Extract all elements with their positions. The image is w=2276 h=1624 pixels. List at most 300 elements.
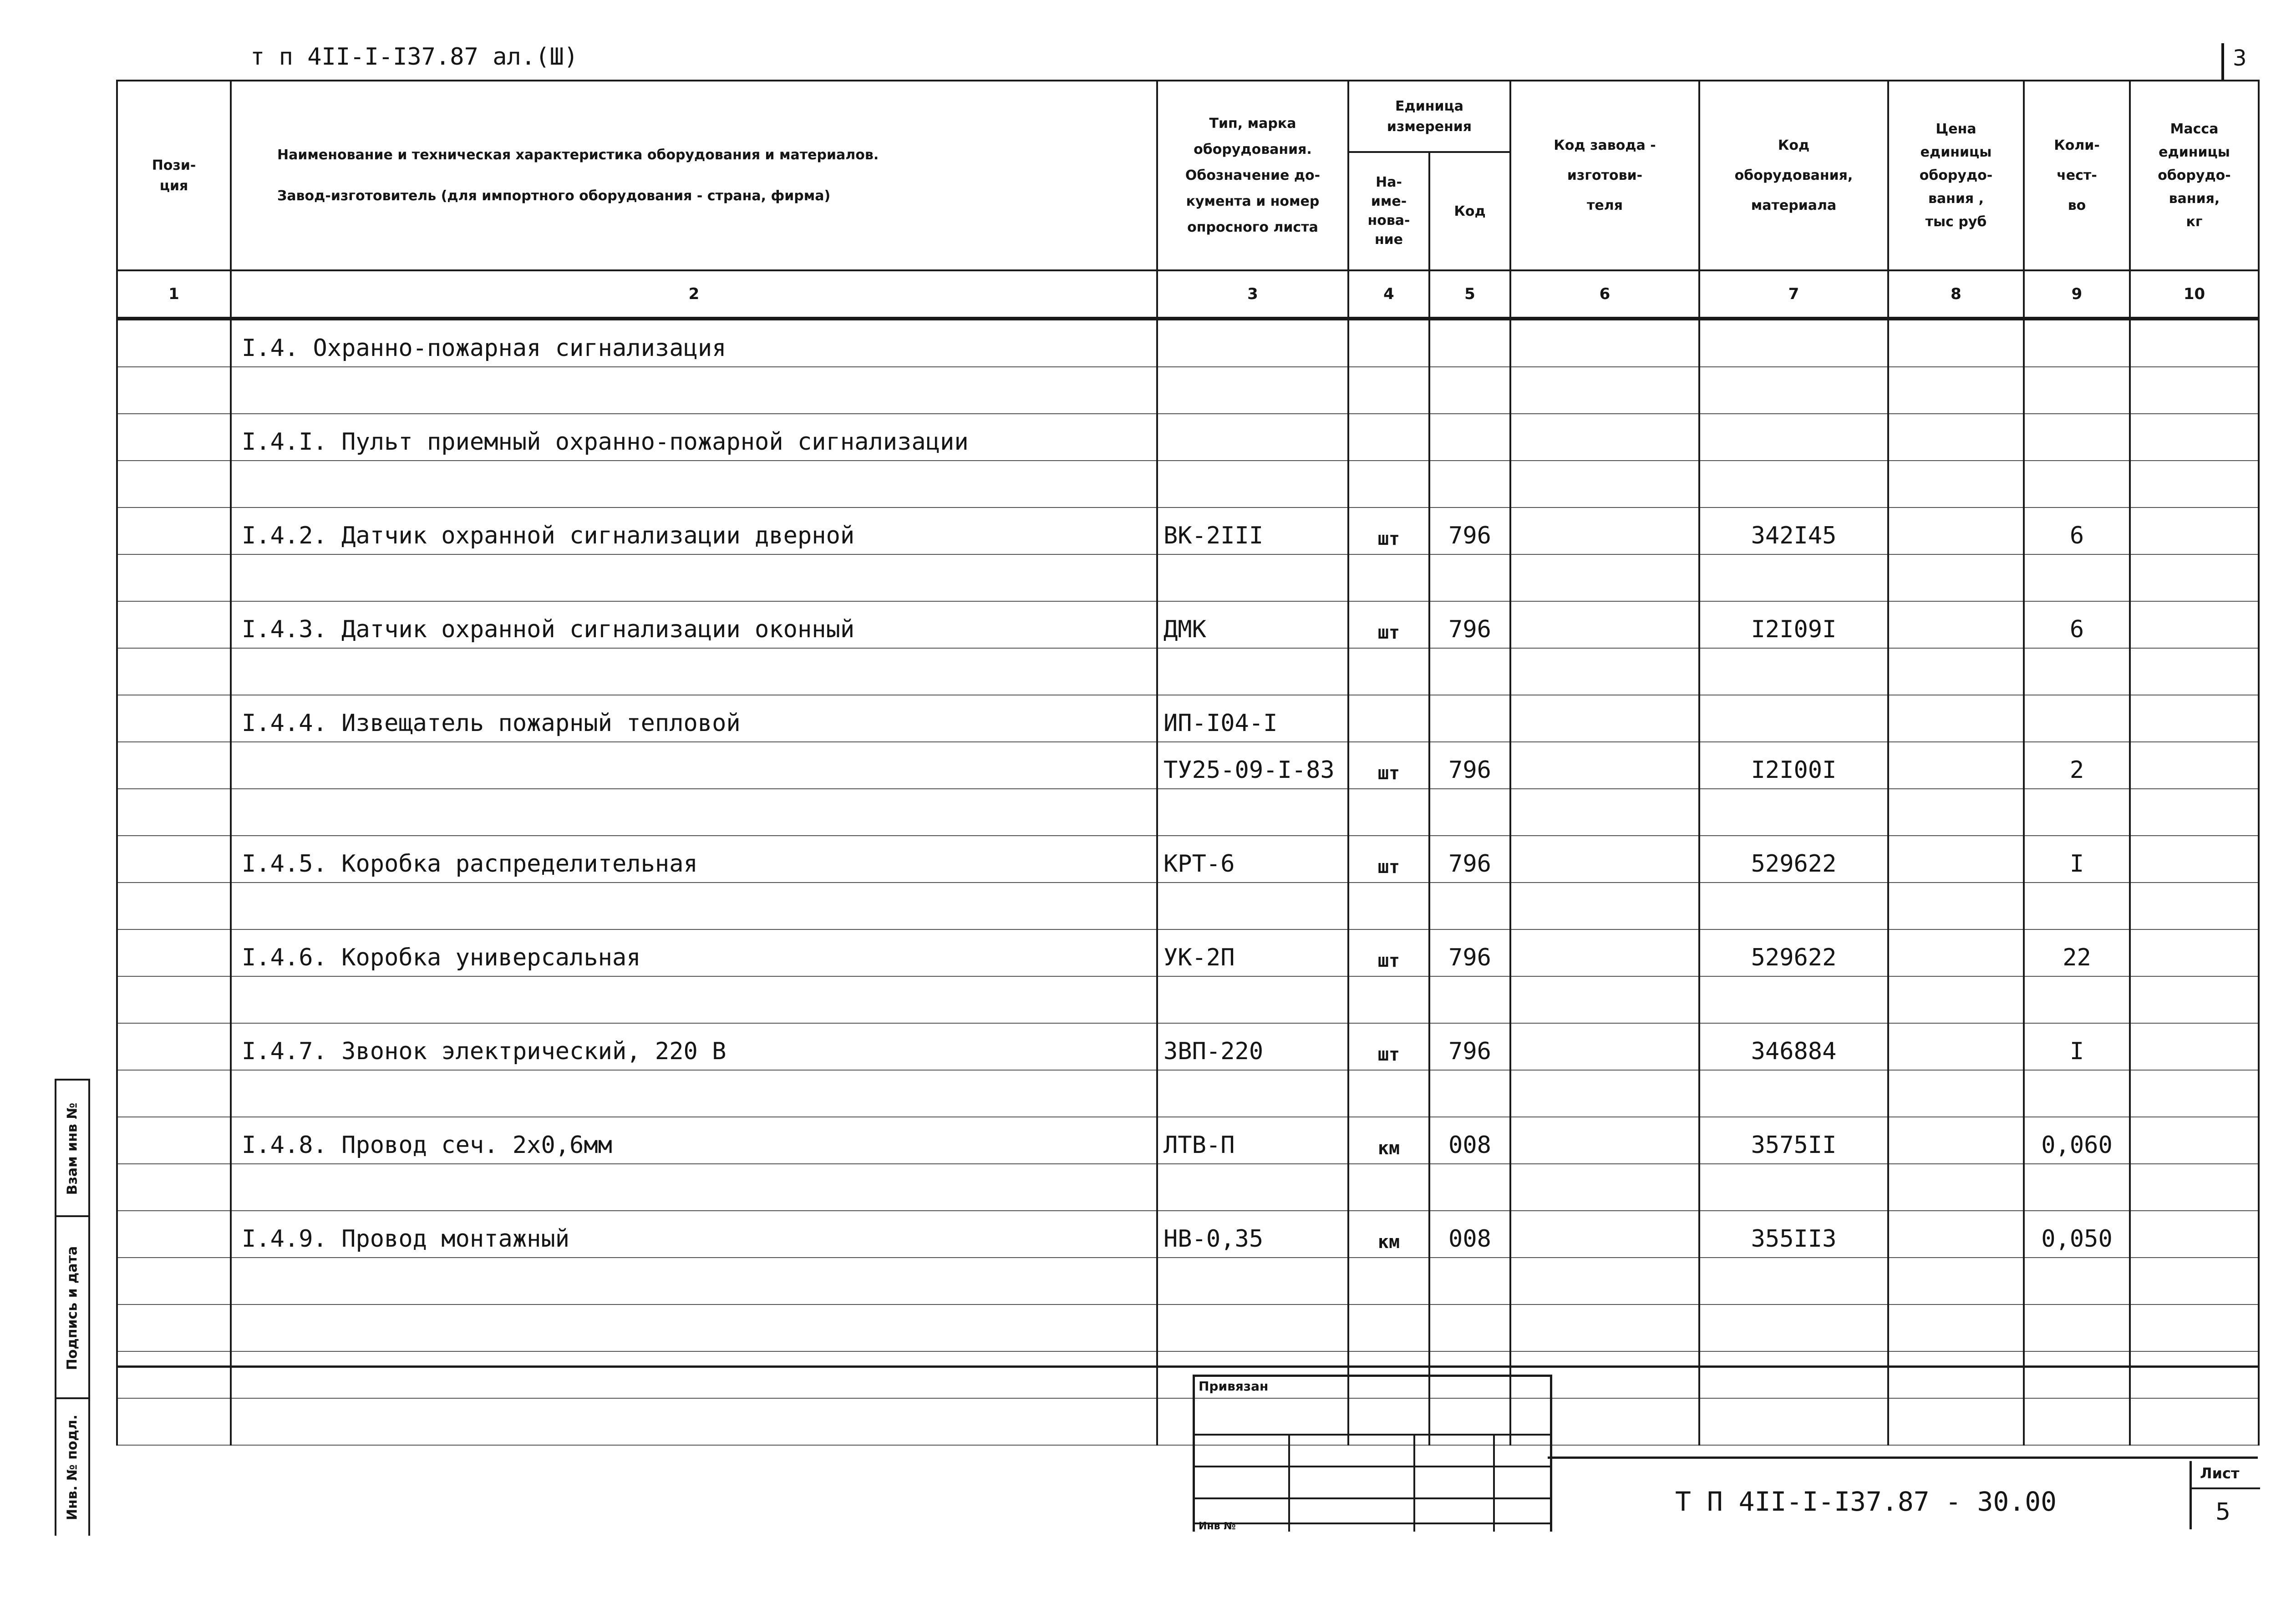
cell-quantity xyxy=(2024,319,2130,367)
cell-equipment-code xyxy=(1699,1304,1888,1351)
cell-factory-code xyxy=(1510,554,1699,601)
cell-unit-name: км xyxy=(1348,1117,1429,1164)
cell-position xyxy=(117,1023,231,1070)
cell-type xyxy=(1157,1070,1348,1117)
cell-name: I.4.8. Провод сеч. 2х0,6мм xyxy=(231,1117,1157,1164)
cell-equipment-code: 355II3 xyxy=(1699,1211,1888,1258)
cell-unit-name xyxy=(1348,461,1429,508)
cell-quantity xyxy=(2024,1070,2130,1117)
cell-position xyxy=(117,367,231,414)
cell-equipment-code: 346884 xyxy=(1699,1023,1888,1070)
cell-price xyxy=(1888,1398,2024,1445)
cell-position xyxy=(117,883,231,929)
cell-unit-code xyxy=(1429,648,1510,695)
cell-unit-code: 796 xyxy=(1429,742,1510,789)
cell-factory-code xyxy=(1510,883,1699,929)
cell-factory-code xyxy=(1510,461,1699,508)
stamp-inv-label: Инв № xyxy=(1199,1521,1236,1532)
cell-price xyxy=(1888,1258,2024,1304)
cell-name xyxy=(231,648,1157,695)
cell-type xyxy=(1157,648,1348,695)
cell-name: I.4.I. Пульт приемный охранно-пожарной сигнализации xyxy=(231,414,1157,461)
cell-mass xyxy=(2130,1398,2259,1445)
table-row xyxy=(117,1304,2259,1351)
column-number: 3 xyxy=(1157,270,1348,319)
cell-unit-code: 796 xyxy=(1429,508,1510,554)
cell-mass xyxy=(2130,508,2259,554)
cell-name xyxy=(231,1398,1157,1445)
cell-factory-code xyxy=(1510,929,1699,976)
column-number: 9 xyxy=(2024,270,2130,319)
cell-name xyxy=(231,1258,1157,1304)
cell-equipment-code: I2I00I xyxy=(1699,742,1888,789)
corner-tick-mark xyxy=(2221,43,2224,80)
cell-name xyxy=(231,883,1157,929)
cell-price xyxy=(1888,601,2024,648)
table-row xyxy=(117,1023,2259,1070)
cell-mass xyxy=(2130,1023,2259,1070)
cell-factory-code xyxy=(1510,1258,1699,1304)
cell-equipment-code xyxy=(1699,319,1888,367)
cell-unit-name xyxy=(1348,367,1429,414)
cell-unit-code xyxy=(1429,789,1510,836)
document-code: Т П 4II-I-I37.87 - 30.00 xyxy=(1675,1486,2057,1517)
cell-name xyxy=(231,742,1157,789)
cell-type: ИП-I04-I xyxy=(1157,695,1348,742)
cell-price xyxy=(1888,461,2024,508)
column-number: 1 xyxy=(117,270,231,319)
cell-type xyxy=(1157,461,1348,508)
cell-mass xyxy=(2130,1351,2259,1398)
column-number: 8 xyxy=(1888,270,2024,319)
cell-equipment-code xyxy=(1699,367,1888,414)
cell-quantity xyxy=(2024,554,2130,601)
side-stamp-sign-date xyxy=(55,1215,90,1399)
cell-unit-name xyxy=(1348,976,1429,1023)
cell-name xyxy=(231,461,1157,508)
cell-name xyxy=(231,789,1157,836)
cell-quantity xyxy=(2024,461,2130,508)
cell-position xyxy=(117,601,231,648)
table-row xyxy=(117,929,2259,976)
cell-factory-code xyxy=(1510,976,1699,1023)
cell-price xyxy=(1888,1304,2024,1351)
cell-price xyxy=(1888,1164,2024,1211)
cell-factory-code xyxy=(1510,367,1699,414)
cell-factory-code xyxy=(1510,836,1699,883)
table-row xyxy=(117,1117,2259,1164)
cell-quantity: 6 xyxy=(2024,601,2130,648)
stamp-privyazan-label: Привязан xyxy=(1199,1379,1269,1394)
cell-name: I.4.5. Коробка распределительная xyxy=(231,836,1157,883)
cell-quantity xyxy=(2024,414,2130,461)
cell-quantity xyxy=(2024,1398,2130,1445)
cell-factory-code xyxy=(1510,789,1699,836)
cell-type xyxy=(1157,976,1348,1023)
cell-unit-code: 008 xyxy=(1429,1211,1510,1258)
cell-equipment-code xyxy=(1699,789,1888,836)
sheet-separator xyxy=(2192,1487,2260,1489)
cell-name: I.4.3. Датчик охранной сигнализации оконный xyxy=(231,601,1157,648)
cell-factory-code xyxy=(1510,601,1699,648)
cell-mass xyxy=(2130,1117,2259,1164)
cell-name xyxy=(231,1164,1157,1211)
column-number: 10 xyxy=(2130,270,2259,319)
table-row xyxy=(117,1070,2259,1117)
table-row xyxy=(117,1164,2259,1211)
cell-equipment-code xyxy=(1699,554,1888,601)
header-unit-group: Единица измерения xyxy=(1348,81,1510,152)
cell-quantity xyxy=(2024,1304,2130,1351)
cell-quantity: 22 xyxy=(2024,929,2130,976)
cell-equipment-code xyxy=(1699,883,1888,929)
cell-mass xyxy=(2130,1070,2259,1117)
cell-unit-code: 796 xyxy=(1429,601,1510,648)
side-stamp-inv-podl xyxy=(55,1397,90,1536)
cell-price xyxy=(1888,976,2024,1023)
cell-name xyxy=(231,1070,1157,1117)
cell-position xyxy=(117,1211,231,1258)
cell-equipment-code xyxy=(1699,1164,1888,1211)
cell-position xyxy=(117,648,231,695)
cell-type: НВ-0,35 xyxy=(1157,1211,1348,1258)
stamp-line xyxy=(1195,1497,1550,1499)
header-mass: Масса единицы оборудо- вания, кг xyxy=(2130,81,2259,270)
header-unit-name: На- име- нова- ние xyxy=(1348,152,1429,270)
cell-type: УК-2П xyxy=(1157,929,1348,976)
side-stamp-label: Инв. № подл. xyxy=(64,1414,81,1521)
cell-equipment-code xyxy=(1699,1258,1888,1304)
cell-name xyxy=(231,1351,1157,1398)
header-equipment-code: Код оборудования, материала xyxy=(1699,81,1888,270)
side-stamp-inv-vzam xyxy=(55,1079,90,1217)
corner-page-number: 3 xyxy=(2233,46,2247,71)
table-row xyxy=(117,789,2259,836)
cell-mass xyxy=(2130,367,2259,414)
header-price: Цена единицы оборудо- вания , тыс руб xyxy=(1888,81,2024,270)
cell-type: ДМК xyxy=(1157,601,1348,648)
cell-unit-code xyxy=(1429,883,1510,929)
cell-name: I.4. Охранно-пожарная сигнализация xyxy=(231,319,1157,367)
binding-stamp xyxy=(1193,1375,1552,1532)
header-unit-code: Код xyxy=(1429,152,1510,270)
cell-factory-code xyxy=(1510,1211,1699,1258)
cell-quantity xyxy=(2024,1351,2130,1398)
cell-position xyxy=(117,789,231,836)
cell-position xyxy=(117,836,231,883)
sheet-number: 5 xyxy=(2215,1498,2231,1526)
cell-name xyxy=(231,554,1157,601)
table-row xyxy=(117,554,2259,601)
cell-type: ТУ25-09-I-83 xyxy=(1157,742,1348,789)
cell-quantity xyxy=(2024,367,2130,414)
cell-name: I.4.2. Датчик охранной сигнализации дверной xyxy=(231,508,1157,554)
cell-name xyxy=(231,1304,1157,1351)
cell-factory-code xyxy=(1510,648,1699,695)
stamp-line xyxy=(1195,1522,1550,1524)
cell-unit-code: 796 xyxy=(1429,836,1510,883)
cell-factory-code xyxy=(1510,695,1699,742)
cell-quantity xyxy=(2024,1258,2130,1304)
equipment-specification-table xyxy=(116,80,2260,1446)
stamp-line xyxy=(1195,1434,1550,1436)
table-row xyxy=(117,648,2259,695)
cell-equipment-code xyxy=(1699,1070,1888,1117)
cell-unit-name xyxy=(1348,1304,1429,1351)
cell-factory-code xyxy=(1510,414,1699,461)
cell-quantity xyxy=(2024,976,2130,1023)
cell-type xyxy=(1157,414,1348,461)
cell-equipment-code xyxy=(1699,414,1888,461)
cell-unit-name xyxy=(1348,1070,1429,1117)
table-row xyxy=(117,883,2259,929)
cell-equipment-code xyxy=(1699,1351,1888,1398)
cell-unit-name: шт xyxy=(1348,929,1429,976)
table-row xyxy=(117,836,2259,883)
table-row xyxy=(117,601,2259,648)
cell-unit-code xyxy=(1429,319,1510,367)
cell-unit-name xyxy=(1348,414,1429,461)
cell-mass xyxy=(2130,648,2259,695)
column-number: 4 xyxy=(1348,270,1429,319)
cell-position xyxy=(117,1398,231,1445)
header-type: Тип, марка оборудования. Обозначение до- кумента и номер опросного листа xyxy=(1157,81,1348,270)
cell-type: ЗВП-220 xyxy=(1157,1023,1348,1070)
column-number: 5 xyxy=(1429,270,1510,319)
cell-price xyxy=(1888,742,2024,789)
cell-price xyxy=(1888,1023,2024,1070)
cell-type xyxy=(1157,319,1348,367)
cell-price xyxy=(1888,929,2024,976)
column-number: 6 xyxy=(1510,270,1699,319)
cell-unit-name xyxy=(1348,1258,1429,1304)
cell-position xyxy=(117,1351,231,1398)
cell-unit-code: 796 xyxy=(1429,929,1510,976)
cell-equipment-code: 342I45 xyxy=(1699,508,1888,554)
cell-name: I.4.6. Коробка универсальная xyxy=(231,929,1157,976)
table-row xyxy=(117,695,2259,742)
cell-unit-name xyxy=(1348,1164,1429,1211)
cell-equipment-code: I2I09I xyxy=(1699,601,1888,648)
cell-position xyxy=(117,1304,231,1351)
cell-price xyxy=(1888,414,2024,461)
cell-position xyxy=(117,1258,231,1304)
cell-unit-name xyxy=(1348,319,1429,367)
table-row xyxy=(117,1351,2259,1398)
cell-factory-code xyxy=(1510,319,1699,367)
cell-mass xyxy=(2130,836,2259,883)
cell-factory-code xyxy=(1510,1117,1699,1164)
cell-quantity: I xyxy=(2024,836,2130,883)
cell-type xyxy=(1157,1164,1348,1211)
cell-mass xyxy=(2130,461,2259,508)
cell-type xyxy=(1157,883,1348,929)
cell-unit-name: шт xyxy=(1348,601,1429,648)
cell-name xyxy=(231,367,1157,414)
cell-quantity: 0,050 xyxy=(2024,1211,2130,1258)
cell-equipment-code: 3575II xyxy=(1699,1117,1888,1164)
cell-price xyxy=(1888,1070,2024,1117)
cell-quantity: 2 xyxy=(2024,742,2130,789)
cell-unit-name: шт xyxy=(1348,836,1429,883)
cell-price xyxy=(1888,1351,2024,1398)
cell-unit-name: шт xyxy=(1348,508,1429,554)
cell-unit-name: км xyxy=(1348,1211,1429,1258)
cell-mass xyxy=(2130,1304,2259,1351)
stamp-line xyxy=(1493,1434,1495,1532)
cell-mass xyxy=(2130,742,2259,789)
cell-unit-name xyxy=(1348,789,1429,836)
cell-mass xyxy=(2130,319,2259,367)
column-number: 2 xyxy=(231,270,1157,319)
cell-equipment-code xyxy=(1699,976,1888,1023)
stamp-line xyxy=(1413,1434,1415,1532)
cell-unit-code xyxy=(1429,367,1510,414)
cell-unit-name: шт xyxy=(1348,742,1429,789)
cell-factory-code xyxy=(1510,1164,1699,1211)
cell-type xyxy=(1157,1258,1348,1304)
cell-factory-code xyxy=(1510,508,1699,554)
cell-price xyxy=(1888,1117,2024,1164)
cell-mass xyxy=(2130,883,2259,929)
cell-quantity xyxy=(2024,648,2130,695)
cell-price xyxy=(1888,1211,2024,1258)
cell-equipment-code xyxy=(1699,461,1888,508)
cell-position xyxy=(117,976,231,1023)
cell-mass xyxy=(2130,601,2259,648)
header-position: Пози- ция xyxy=(117,81,231,270)
cell-price xyxy=(1888,554,2024,601)
cell-type xyxy=(1157,554,1348,601)
table-row xyxy=(117,1211,2259,1258)
cell-position xyxy=(117,1117,231,1164)
cell-price xyxy=(1888,789,2024,836)
cell-equipment-code xyxy=(1699,1398,1888,1445)
cell-price xyxy=(1888,836,2024,883)
header-quantity: Коли- чест- во xyxy=(2024,81,2130,270)
cell-unit-name: шт xyxy=(1348,1023,1429,1070)
frame-bottom-line xyxy=(116,1365,2258,1368)
cell-position xyxy=(117,1070,231,1117)
cell-position xyxy=(117,929,231,976)
table-row xyxy=(117,367,2259,414)
cell-position xyxy=(117,1164,231,1211)
table-row xyxy=(117,508,2259,554)
cell-position xyxy=(117,508,231,554)
cell-quantity xyxy=(2024,883,2130,929)
cell-mass xyxy=(2130,1211,2259,1258)
header-factory-code: Код завода - изготови- теля xyxy=(1510,81,1699,270)
document-top-code: т п 4II-I-I37.87 ал.(Ш) xyxy=(250,43,579,71)
header-name: Наименование и техническая характеристика оборудования и материалов. Завод-изготовитель (для импортного оборудования - страна, фирма) xyxy=(231,81,1157,270)
cell-name: I.4.7. Звонок электрический, 220 В xyxy=(231,1023,1157,1070)
cell-quantity: 6 xyxy=(2024,508,2130,554)
cell-unit-name xyxy=(1348,554,1429,601)
cell-position xyxy=(117,461,231,508)
cell-equipment-code xyxy=(1699,695,1888,742)
cell-factory-code xyxy=(1510,742,1699,789)
cell-factory-code xyxy=(1510,1023,1699,1070)
table-row xyxy=(117,1258,2259,1304)
title-block-line xyxy=(1548,1457,2258,1459)
cell-unit-code xyxy=(1429,1070,1510,1117)
cell-price xyxy=(1888,319,2024,367)
cell-type: ЛТВ-П xyxy=(1157,1117,1348,1164)
cell-factory-code xyxy=(1510,1070,1699,1117)
cell-equipment-code: 529622 xyxy=(1699,836,1888,883)
side-stamp-label: Подпись и дата xyxy=(64,1246,81,1370)
cell-type: ВК-2III xyxy=(1157,508,1348,554)
cell-mass xyxy=(2130,1164,2259,1211)
cell-unit-name xyxy=(1348,883,1429,929)
cell-factory-code xyxy=(1510,1304,1699,1351)
sheet-label: Лист xyxy=(2200,1465,2240,1482)
cell-unit-name xyxy=(1348,648,1429,695)
cell-unit-name xyxy=(1348,695,1429,742)
cell-type xyxy=(1157,367,1348,414)
cell-quantity: I xyxy=(2024,1023,2130,1070)
cell-unit-code xyxy=(1429,1258,1510,1304)
cell-unit-code: 008 xyxy=(1429,1117,1510,1164)
cell-name: I.4.9. Провод монтажный xyxy=(231,1211,1157,1258)
table-row xyxy=(117,742,2259,789)
table-row xyxy=(117,976,2259,1023)
table-row xyxy=(117,1398,2259,1445)
cell-type: КРТ-6 xyxy=(1157,836,1348,883)
table-row xyxy=(117,319,2259,367)
cell-price xyxy=(1888,648,2024,695)
cell-equipment-code: 529622 xyxy=(1699,929,1888,976)
cell-position xyxy=(117,742,231,789)
stamp-line xyxy=(1288,1434,1290,1532)
column-number: 7 xyxy=(1699,270,1888,319)
cell-unit-code xyxy=(1429,695,1510,742)
cell-quantity xyxy=(2024,695,2130,742)
cell-name xyxy=(231,976,1157,1023)
cell-mass xyxy=(2130,929,2259,976)
cell-name: I.4.4. Извещатель пожарный тепловой xyxy=(231,695,1157,742)
cell-equipment-code xyxy=(1699,648,1888,695)
side-stamp-label: Взам инв № xyxy=(64,1102,81,1195)
cell-type xyxy=(1157,1304,1348,1351)
cell-position xyxy=(117,414,231,461)
cell-position xyxy=(117,695,231,742)
cell-mass xyxy=(2130,554,2259,601)
cell-quantity xyxy=(2024,1164,2130,1211)
cell-mass xyxy=(2130,1258,2259,1304)
cell-mass xyxy=(2130,414,2259,461)
cell-unit-code xyxy=(1429,1304,1510,1351)
cell-type xyxy=(1157,789,1348,836)
cell-unit-code xyxy=(1429,461,1510,508)
cell-price xyxy=(1888,367,2024,414)
cell-mass xyxy=(2130,976,2259,1023)
cell-position xyxy=(117,554,231,601)
cell-price xyxy=(1888,883,2024,929)
cell-price xyxy=(1888,695,2024,742)
cell-position xyxy=(117,319,231,367)
sheet-box xyxy=(2190,1461,2260,1529)
cell-unit-code: 796 xyxy=(1429,1023,1510,1070)
cell-mass xyxy=(2130,789,2259,836)
cell-unit-code xyxy=(1429,414,1510,461)
table-row xyxy=(117,414,2259,461)
cell-quantity xyxy=(2024,789,2130,836)
cell-unit-code xyxy=(1429,554,1510,601)
cell-unit-code xyxy=(1429,976,1510,1023)
stamp-line xyxy=(1195,1466,1550,1467)
table-row xyxy=(117,461,2259,508)
